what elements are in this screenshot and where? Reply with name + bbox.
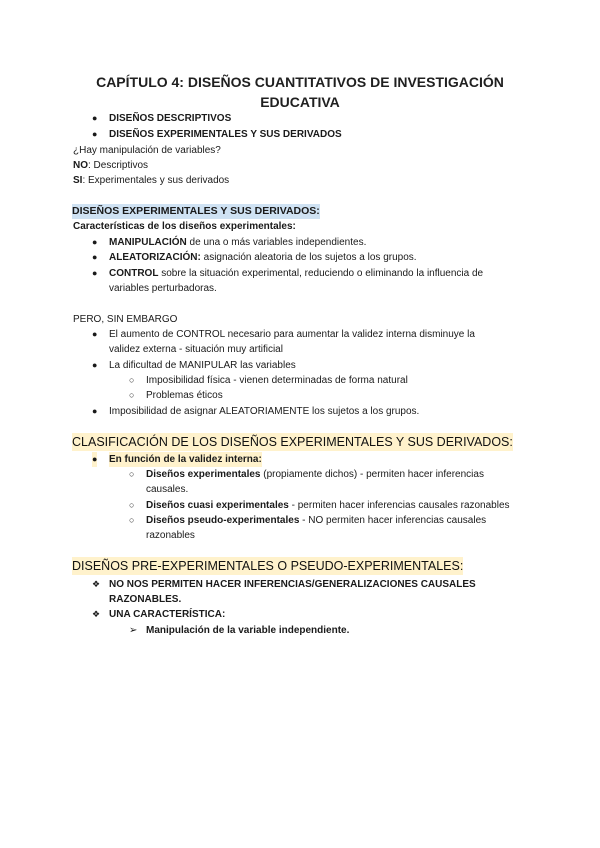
s3-subitem-1	[146, 467, 484, 482]
si-label: SI	[73, 175, 83, 186]
question-text: ¿Hay manipulación de variables?	[73, 145, 221, 156]
s2-item-1: El aumento de CONTROL necesario para aumentar la validez interna disminuye la	[109, 329, 475, 340]
no-line	[73, 158, 148, 173]
bullet-disc-icon: ●	[92, 252, 98, 262]
s2-subitem-1: Imposibilidad física - vienen determinadas de forma natural	[146, 375, 408, 386]
top-bullet-2: DISEÑOS EXPERIMENTALES Y SUS DERIVADOS	[109, 129, 342, 140]
bullet-circle-icon: ○	[129, 500, 135, 510]
s4-sub-item: Manipulación de la variable independiente.	[146, 625, 350, 636]
section3-heading: CLASIFICACIÓN DE LOS DISEÑOS EXPERIMENTALES Y SUS DERIVADOS:	[72, 435, 513, 449]
s3-subitem-3	[146, 513, 486, 528]
s2-item-3: Imposibilidad de asignar ALEATORIAMENTE los sujetos a los grupos.	[109, 406, 420, 417]
s3-subitem-2	[146, 498, 510, 513]
diamond-bullet-icon: ❖	[92, 579, 101, 589]
bullet-disc-icon: ●	[92, 360, 98, 370]
bullet-circle-icon: ○	[129, 469, 135, 479]
bullet-disc-icon: ●	[92, 113, 98, 123]
s3-bullet: En función de la validez interna:	[109, 454, 262, 465]
s3-subitem-1-bold: Diseños experimentales	[146, 469, 261, 480]
s4-item-1-cont: RAZONABLES.	[109, 594, 182, 605]
s1-item-1-text: de una o más variables independientes.	[186, 237, 367, 248]
s2-item-2: La dificultad de MANIPULAR las variables	[109, 360, 296, 371]
s1-item-3-text: sobre la situación experimental, reduciendo o eliminando la influencia de	[158, 268, 484, 279]
no-text: : Descriptivos	[88, 160, 149, 171]
s1-item-2-bold: ALEATORIZACIÓN:	[109, 252, 201, 263]
si-text: : Experimentales y sus derivados	[82, 175, 230, 186]
title-line-1: CAPÍTULO 4: DISEÑOS CUANTITATIVOS DE INVESTIGACIÓN	[96, 74, 504, 90]
bullet-disc-icon: ●	[92, 329, 98, 339]
top-bullet-1: DISEÑOS DESCRIPTIVOS	[109, 113, 232, 124]
section1-heading: DISEÑOS EXPERIMENTALES Y SUS DERIVADOS:	[72, 205, 320, 217]
bullet-disc-icon: ●	[92, 237, 98, 247]
s3-subitem-3-bold: Diseños pseudo-experimentales	[146, 515, 300, 526]
section1-subheading: Características de los diseños experimentales:	[73, 221, 296, 232]
no-label: NO	[73, 160, 88, 171]
s2-item-1-cont: validez externa - situación muy artificial	[109, 344, 283, 355]
s3-subitem-3-cont: razonables	[146, 530, 195, 541]
s1-item-3-cont: variables perturbadoras.	[109, 283, 217, 294]
diamond-bullet-icon: ❖	[92, 609, 101, 619]
bullet-disc-icon: ●	[92, 268, 98, 278]
title-line-2: EDUCATIVA	[260, 94, 340, 110]
s3-subitem-2-bold: Diseños cuasi experimentales	[146, 500, 289, 511]
s3-subitem-1-text: (propiamente dichos) - permiten hacer inferencias	[260, 469, 484, 480]
bullet-disc-icon: ●	[92, 406, 98, 416]
s3-subitem-2-text: - permiten hacer inferencias causales razonables	[288, 500, 510, 511]
arrow-bullet-icon: ➢	[129, 625, 138, 636]
bullet-circle-icon: ○	[129, 375, 135, 385]
section2-heading: PERO, SIN EMBARGO	[73, 314, 178, 325]
s1-item-1-bold: MANIPULACIÓN	[109, 237, 187, 248]
s3-subitem-1-cont: causales.	[146, 484, 189, 495]
s1-item-1	[109, 235, 366, 250]
s2-subitem-2: Problemas éticos	[146, 390, 223, 401]
s1-item-2	[109, 250, 417, 265]
section4-heading: DISEÑOS PRE-EXPERIMENTALES O PSEUDO-EXPERIMENTALES:	[72, 559, 464, 573]
s3-subitem-3-text: - NO permiten hacer inferencias causales	[299, 515, 487, 526]
s4-item-1: NO NOS PERMITEN HACER INFERENCIAS/GENERALIZACIONES CAUSALES	[109, 579, 476, 590]
bullet-circle-icon: ○	[129, 515, 135, 525]
bullet-disc-icon: ●	[92, 129, 98, 139]
s1-item-3	[109, 266, 483, 281]
page-title	[60, 72, 540, 112]
s1-item-2-text: asignación aleatoria de los sujetos a los grupos.	[200, 252, 417, 263]
bullet-circle-icon: ○	[129, 390, 135, 400]
bullet-disc-icon: ●	[92, 452, 97, 467]
s4-item-2: UNA CARACTERÍSTICA:	[109, 609, 226, 620]
s1-item-3-bold: CONTROL	[109, 268, 159, 279]
si-line	[73, 173, 229, 188]
